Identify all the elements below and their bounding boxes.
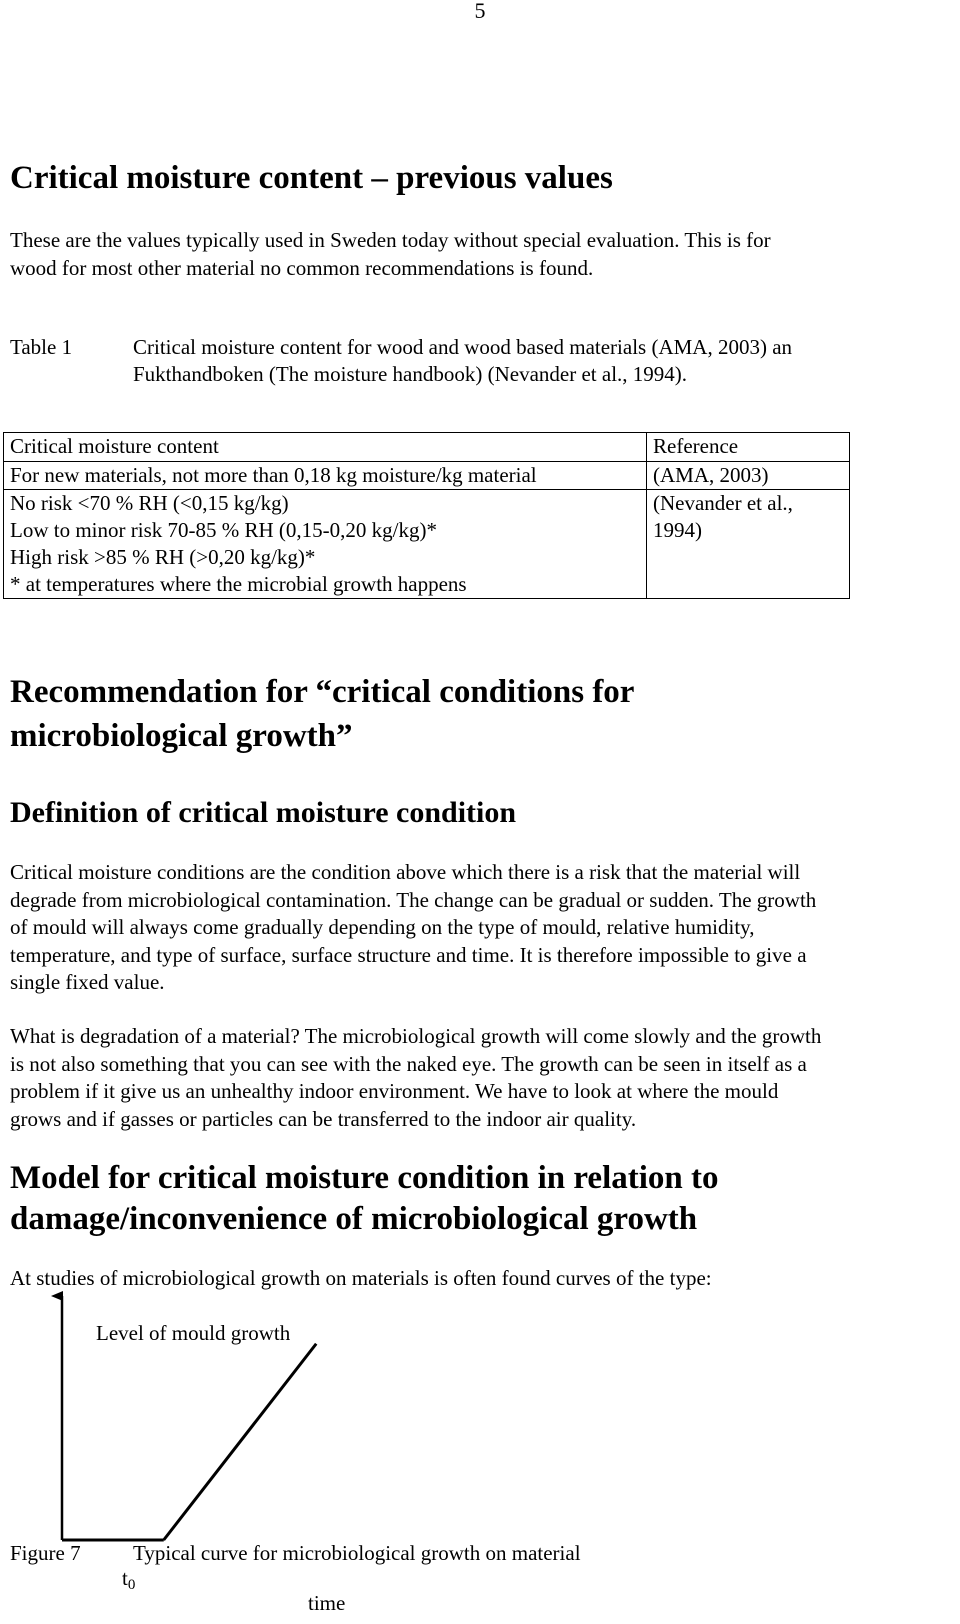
table-cell <box>4 462 647 490</box>
paragraph-line: single fixed value. <box>10 970 165 994</box>
y-axis-label: Level of mould growth <box>96 1321 291 1345</box>
paragraph-line: temperature, and type of surface, surface structure and time. It is therefore impossible to give a <box>10 942 807 967</box>
title-line: Recommendation for “critical conditions for <box>10 674 635 710</box>
intro-line: wood for most other material no common recommendations is found. <box>10 255 594 280</box>
cell-text: No risk <70 % RH (<0,15 kg/kg) <box>10 491 289 515</box>
table-label-text: Table 1 <box>10 335 73 359</box>
cell-text: Low to minor risk 70-85 % RH (0,15-0,20 kg/kg)* <box>10 518 437 542</box>
cell-text: (AMA, 2003) <box>653 463 769 487</box>
table-header-cell <box>647 433 850 462</box>
section-title-model <box>10 1158 719 1240</box>
figure-caption <box>133 1540 581 1567</box>
figure-label-text: Figure 7 <box>10 1541 81 1565</box>
subsection-title-definition: Definition of critical moisture condition <box>10 796 517 829</box>
table-row <box>4 462 850 490</box>
table-label <box>10 334 72 361</box>
table-cell <box>647 490 850 599</box>
table-header-row <box>4 433 850 462</box>
table-caption-line: Fukthandboken (The moisture handbook) (Nevander et al., 1994). <box>133 362 688 386</box>
paragraph-line: What is degradation of a material? The microbiological growth will come slowly and the growth <box>10 1024 822 1048</box>
paragraph-line: of mould will always come gradually depending on the type of mould, relative humidity, <box>10 915 755 939</box>
cell-text: 1994) <box>653 518 702 542</box>
cell-text: For new materials, not more than 0,18 kg moisture/kg material <box>10 463 537 487</box>
degradation-paragraph <box>10 1023 945 1133</box>
t0-subscript: 0 <box>127 1577 136 1593</box>
table-cell <box>4 490 647 599</box>
header-text: Reference <box>653 434 739 458</box>
intro-paragraph <box>10 227 945 282</box>
x-axis-label: time <box>308 1591 346 1615</box>
paragraph-line: Critical moisture conditions are the condition above which there is a risk that the material will <box>10 860 801 884</box>
t0-tick-label <box>122 1566 135 1593</box>
section-title-critical-moisture: Critical moisture content – previous values <box>10 160 613 196</box>
table-header-cell <box>4 433 647 462</box>
figure-label <box>10 1540 81 1567</box>
series-group <box>62 1344 316 1540</box>
t0-base: t <box>122 1566 128 1590</box>
page-number: 5 <box>474 0 486 23</box>
figure-caption-text: Typical curve for microbiological growth on material <box>133 1541 581 1565</box>
table-caption <box>133 334 792 388</box>
paragraph-line: At studies of microbiological growth on materials is often found curves of the type: <box>10 1266 712 1290</box>
cell-text: (Nevander et al., <box>653 491 793 515</box>
table-row <box>4 490 850 599</box>
cell-text: * at temperatures where the microbial growth happens <box>10 572 467 596</box>
table-caption-line: Critical moisture content for wood and wood based materials (AMA, 2003) an <box>133 335 793 359</box>
intro-line: These are the values typically used in Sweden today without special evaluation. This is for <box>10 228 771 252</box>
paragraph-line: is not also something that you can see with the naked eye. The growth can be seen in itself as a <box>10 1051 807 1076</box>
cell-text: High risk >85 % RH (>0,20 kg/kg)* <box>10 545 316 569</box>
paragraph-line: degrade from microbiological contamination. The change can be gradual or sudden. The growth <box>10 887 817 912</box>
title-line: Model for critical moisture condition in relation to <box>10 1160 719 1196</box>
title-line: microbiological growth” <box>10 718 353 754</box>
table-cell <box>647 462 850 490</box>
definition-paragraph <box>10 859 945 997</box>
model-intro-paragraph <box>10 1265 945 1293</box>
paragraph-line: problem if it give us an unhealthy indoor environment. We have to look at where the mould <box>10 1079 779 1103</box>
series-0-segment-1 <box>164 1344 317 1540</box>
paragraph-line: grows and if gasses or particles can be transferred to the indoor air quality. <box>10 1106 637 1131</box>
title-line: damage/inconvenience of microbiological growth <box>10 1201 698 1237</box>
critical-moisture-table <box>3 432 850 599</box>
header-text: Critical moisture content <box>10 434 219 458</box>
section-title-recommendation <box>10 670 634 758</box>
